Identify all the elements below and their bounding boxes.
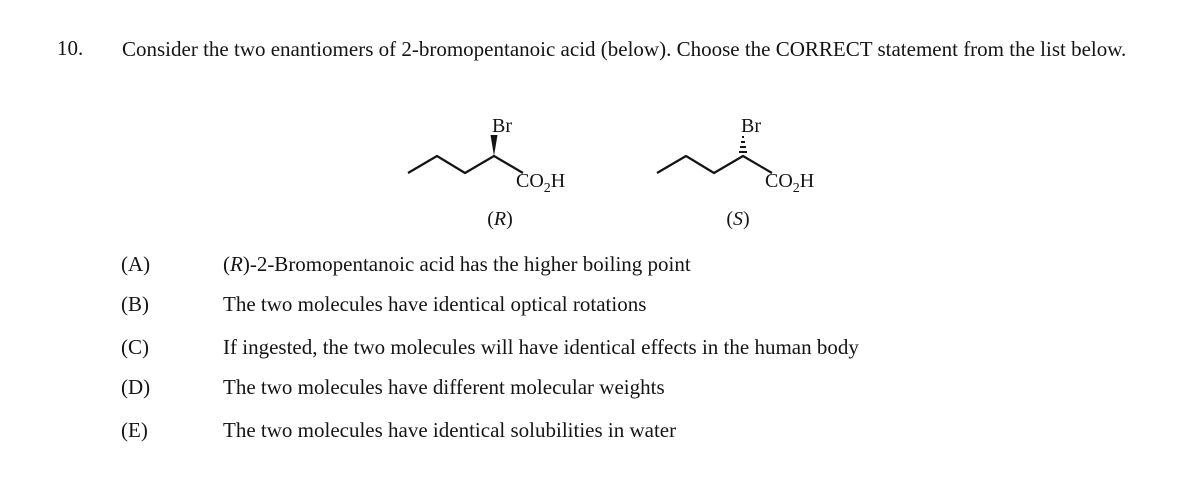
s-dashed-bond bbox=[739, 137, 747, 152]
option-a-prefix: ( bbox=[223, 252, 230, 276]
r-config-label: (R) bbox=[487, 208, 513, 230]
option-e-letter: (E) bbox=[121, 418, 148, 442]
r-carboxyl-label: $CO_2H$ bbox=[516, 170, 566, 196]
question-text: Consider the two enantiomers of 2-bromopentanoic acid (below). Choose the CORRECT statement from the list below. bbox=[122, 37, 1127, 61]
r-enantiomer bbox=[408, 115, 565, 230]
r-bromine-label: Br bbox=[492, 115, 512, 137]
s-carbon-chain bbox=[657, 156, 772, 173]
s-bromine-label: Br bbox=[741, 115, 761, 137]
question-number: 10. bbox=[57, 36, 84, 60]
option-a-text bbox=[223, 252, 691, 277]
option-a-rest: )-2-Bromopentanoic acid has the higher boiling point bbox=[242, 252, 691, 276]
option-d-letter: (D) bbox=[121, 375, 151, 399]
option-a-letter: (A) bbox=[121, 252, 151, 276]
s-config-label: (S) bbox=[726, 208, 750, 230]
option-c-text: If ingested, the two molecules will have identical effects in the human body bbox=[223, 335, 859, 359]
option-e-text: The two molecules have identical solubilities in water bbox=[223, 418, 677, 442]
option-a-config: R bbox=[230, 252, 243, 276]
s-enantiomer bbox=[657, 115, 814, 230]
enantiomer-structures bbox=[400, 112, 860, 242]
s-carboxyl-label: $CO_2H$ bbox=[765, 170, 815, 196]
r-wedge-bond bbox=[491, 135, 498, 156]
option-b-letter: (B) bbox=[121, 292, 149, 316]
option-b-text: The two molecules have identical optical rotations bbox=[223, 292, 647, 316]
option-c-letter: (C) bbox=[121, 335, 149, 359]
r-carbon-chain bbox=[408, 156, 523, 173]
option-d-text: The two molecules have different molecular weights bbox=[223, 375, 665, 399]
